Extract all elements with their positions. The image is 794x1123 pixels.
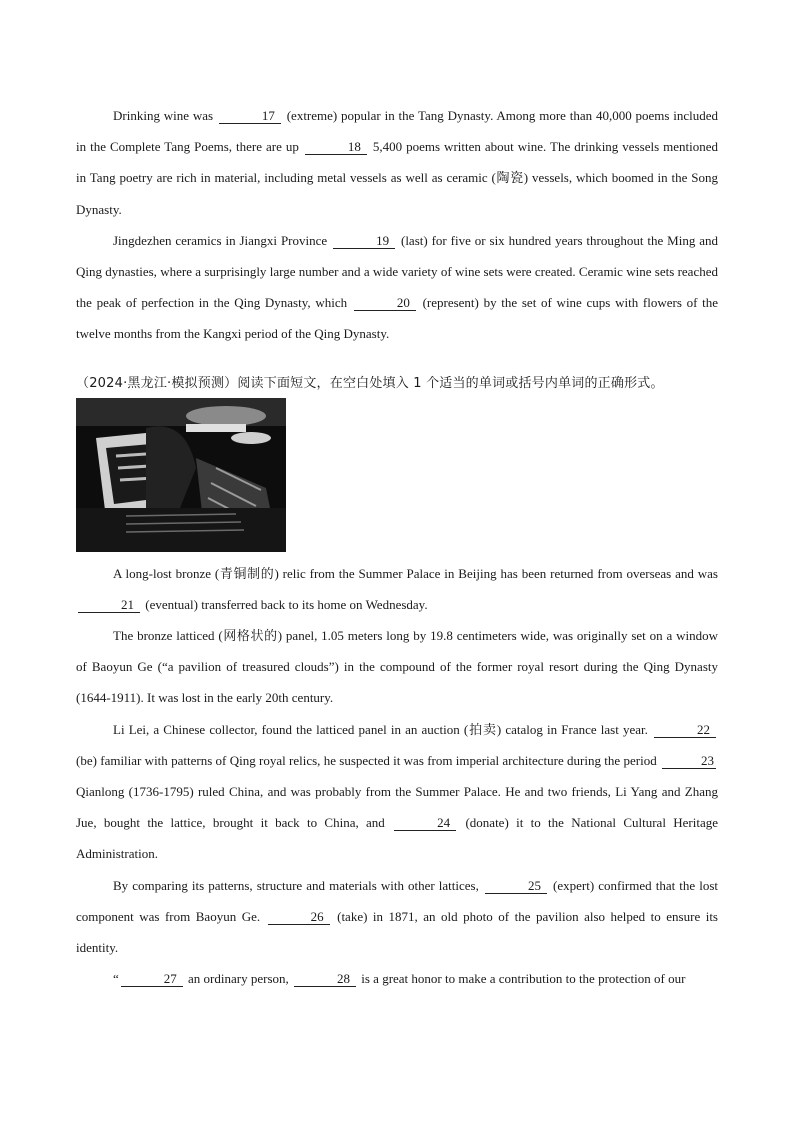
text: (eventual) transferred back to its home on Wednesday. bbox=[145, 596, 428, 612]
text: (represent) by the set of wine cups with flowers of the twelve months from the Kangxi period of the Qing Dynasty. bbox=[76, 295, 719, 342]
passage1-paragraph1 bbox=[76, 100, 718, 225]
photo-image bbox=[76, 398, 286, 552]
section2-heading: （2024·黑龙江·模拟预测）阅读下面短文，在空白处填入 1 个适当的单词或括号内单词的正确形式。 bbox=[76, 375, 664, 391]
blank-25[interactable]: 25 bbox=[485, 878, 547, 894]
text: 5,400 poems written about wine. The drinking vessels mentioned in Tang poetry are rich in material, including metal vessels as well as ceramic (陶瓷) vessels, which boomed in the Song Dynasty. bbox=[76, 139, 719, 217]
text: (expert) confirmed that the lost component was from Baoyun Ge. bbox=[76, 877, 719, 924]
text: an ordinary person, bbox=[188, 971, 289, 987]
text: The bronze latticed (网格状的) panel, 1.05 meters long by 19.8 centimeters wide, was originally set on a window of Baoyun Ge (“a pavilion of treasured clouds”) in the compound of the former royal resort during the Qing Dynasty (1644-1911). It was lost in the early 20th century. bbox=[76, 628, 718, 706]
blank-20[interactable]: 20 bbox=[354, 295, 416, 311]
blank-26[interactable]: 26 bbox=[268, 909, 330, 925]
blank-21[interactable]: 21 bbox=[78, 597, 140, 613]
blank-24[interactable]: 24 bbox=[394, 815, 456, 831]
text: (extreme) popular in the Tang Dynasty. Among more than 40,000 poems included in the Complete Tang Poems, there are up bbox=[76, 108, 719, 155]
passage1-paragraph2 bbox=[76, 225, 718, 350]
blank-23[interactable]: 23 bbox=[662, 753, 716, 769]
section2-paragraph3 bbox=[76, 714, 718, 870]
relic-photo bbox=[76, 398, 286, 552]
open-quote: “ bbox=[113, 971, 119, 987]
text: is a great honor to make a contribution to the protection of our bbox=[361, 971, 686, 987]
blank-18[interactable]: 18 bbox=[305, 139, 367, 155]
blank-27[interactable]: 27 bbox=[121, 971, 183, 987]
text: Drinking wine was bbox=[113, 108, 214, 123]
document-page bbox=[76, 100, 718, 994]
text: Li Lei, a Chinese collector, found the latticed panel in an auction (拍卖) catalog in France last year. bbox=[113, 721, 648, 737]
text: (donate) it to the National Cultural Heritage Administration. bbox=[76, 815, 719, 862]
blank-28[interactable]: 28 bbox=[294, 971, 356, 987]
text: By comparing its patterns, structure and materials with other lattices, bbox=[113, 877, 479, 893]
section2 bbox=[76, 372, 718, 995]
blank-22[interactable]: 22 bbox=[654, 722, 716, 738]
section2-paragraph4 bbox=[76, 870, 718, 964]
text: (take) in 1871, an old photo of the pavilion also helped to ensure its identity. bbox=[76, 908, 718, 956]
text: (be) familiar with patterns of Qing royal relics, he suspected it was from imperial architecture during the period bbox=[76, 752, 657, 768]
blank-17[interactable]: 17 bbox=[219, 108, 281, 124]
section2-paragraph2 bbox=[76, 620, 718, 714]
text: (last) for five or six hundred years throughout the Ming and Qing dynasties, where a surprisingly large number and a wide variety of wine sets were created. Ceramic wine sets reached the peak of perfection in the Qing Dynasty, which bbox=[76, 232, 719, 311]
text: A long-lost bronze (青铜制的) relic from the Summer Palace in Beijing has been returned from overseas and was bbox=[113, 565, 718, 581]
section2-paragraph5 bbox=[76, 963, 718, 994]
text: Jingdezhen ceramics in Jiangxi Province bbox=[113, 232, 328, 248]
section2-paragraph1 bbox=[76, 558, 718, 620]
blank-19[interactable]: 19 bbox=[333, 233, 395, 249]
text: Qianlong (1736-1795) ruled China, and was probably from the Summer Palace. He and two friends, Li Yang and Zhang Jue, bought the lattice, brought it back to China, and bbox=[76, 784, 718, 831]
